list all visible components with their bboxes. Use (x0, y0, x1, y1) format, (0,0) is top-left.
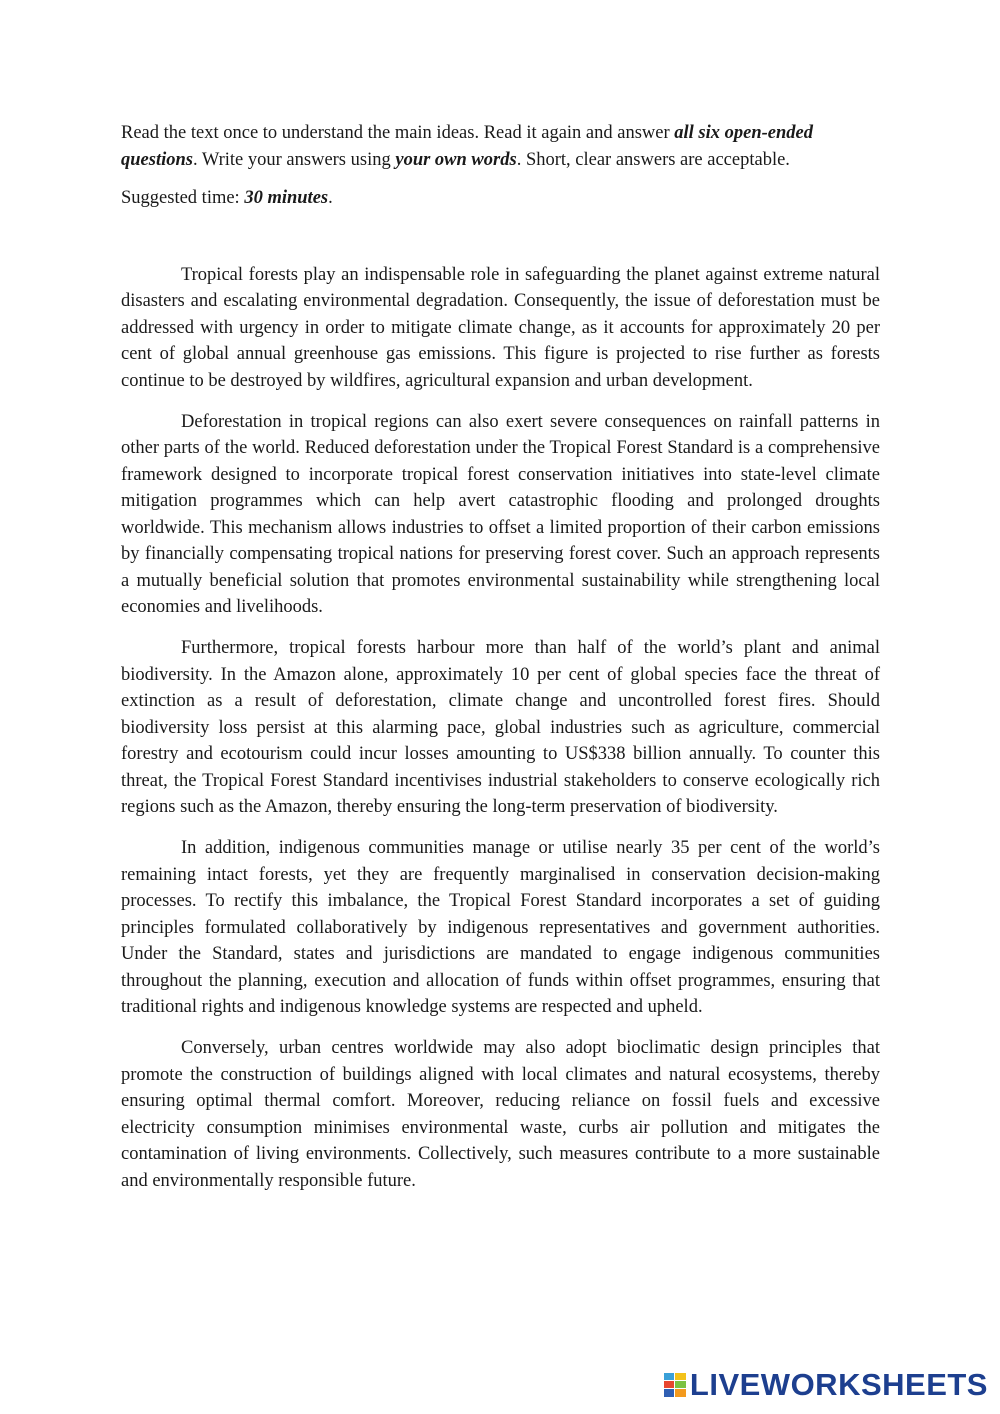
suggested-time (121, 185, 880, 212)
instructions-emphasis-questions: all six open-ended questions (121, 123, 814, 170)
liveworksheets-brand (664, 1369, 988, 1400)
instructions-emphasis-own-words: your own words (395, 149, 517, 170)
instructions (121, 120, 880, 173)
passage-paragraph: In addition, indigenous communities manage or utilise nearly 35 per cent of the world’s remaining intact forests, yet they are frequently marginalised in conservation decision-making processes. To rectify this imbalance, the Tropical Forest Standard incorporates a set of guiding principles formulated collaboratively by indigenous representatives and government authorities. Under the Standard, states and jurisdictions are mandated to engage indigenous communities throughout the planning, execution and allocation of funds within offset programmes, ensuring that traditional rights and indigenous knowledge systems are respected and upheld. (121, 838, 880, 1017)
passage-paragraph: Deforestation in tropical regions can also exert severe consequences on rainfall patterns in other parts of the world. Reduced deforestation under the Tropical Forest Standard is a comprehensive framework designed to incorporate tropical forest conservation initiatives into state-level climate mitigation programmes which can help avert catastrophic flooding and prolonged droughts worldwide. This mechanism allows industries to offset a limited proportion of their carbon emissions by financially compensating tropical nations for preserving forest cover. Such an approach represents a mutually beneficial solution that promotes environmental sustainability while strengthening local economies and livelihoods. (121, 411, 880, 617)
suggested-time-label: Suggested time: (121, 188, 245, 208)
passage-paragraph: Conversely, urban centres worldwide may also adopt bioclimatic design principles that promote the construction of buildings aligned with local climates and natural ecosystems, thereby ensuring optimal thermal comfort. Moreover, reducing reliance on fossil fuels and excessive electricity consumption minimises environmental waste, curbs air pollution and mitigates the contamination of living environments. Collectively, such measures contribute to a more sustainable and environmentally responsible future. (121, 1038, 880, 1191)
passage-paragraph: Furthermore, tropical forests harbour more than half of the world’s plant and animal biodiversity. In the Amazon alone, approximately 10 per cent of global species face the threat of extinction as a result of deforestation, climate change and uncontrolled forest fires. Should biodiversity loss persist at this alarming pace, global industries such as agriculture, commercial forestry and ecotourism could incur losses amounting to US$338 billion annually. To counter this threat, the Tropical Forest Standard incentivises industrial stakeholders to conserve ecologically rich regions such as the Amazon, thereby ensuring the long-term preservation of biodiversity. (121, 638, 880, 817)
worksheet-page (121, 120, 880, 1209)
reading-passage (121, 262, 880, 1195)
brand-name: LIVEWORKSHEETS (689, 1367, 988, 1402)
instructions-text-a: Read the text once to understand the main ideas. Read it again and answer (121, 123, 675, 143)
instructions-text-b: . Write your answers using (192, 149, 396, 170)
passage-paragraph: Tropical forests play an indispensable role in safeguarding the planet against extreme natural disasters and escalating environmental degradation. Consequently, the issue of deforestation must be addressed with urgency in order to mitigate climate change, as it accounts for approximately 20 per cent of global annual greenhouse gas emissions. This figure is projected to rise further as forests continue to be destroyed by wildfires, agricultural expansion and urban development. (121, 264, 880, 391)
instructions-text-c: . Short, clear answers are acceptable. (516, 149, 790, 170)
liveworksheets-logo-icon (664, 1373, 686, 1397)
suggested-time-end: . (328, 188, 333, 208)
suggested-time-value: 30 minutes (244, 188, 329, 208)
